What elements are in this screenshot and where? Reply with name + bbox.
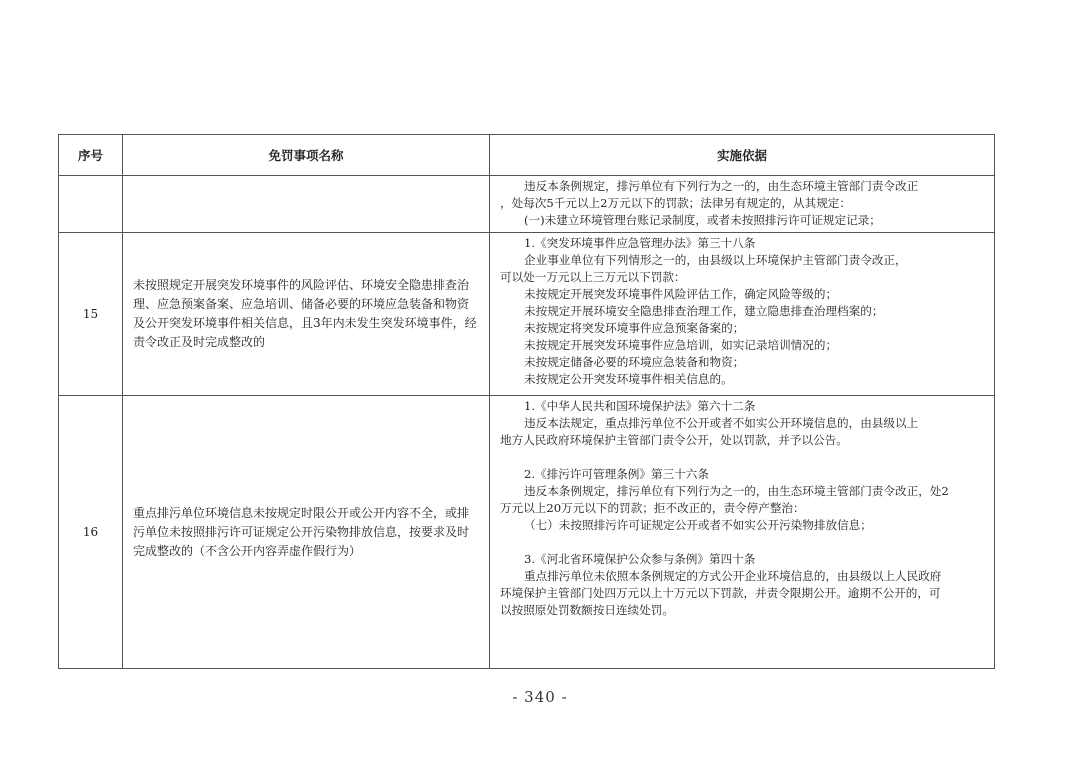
continuation-number-cell [59,176,123,233]
basis-line: 未按规定储备必要的环境应急装备和物资； [524,355,745,369]
basis-line: 1.《中华人民共和国环境保护法》第六十二条 [524,399,756,413]
basis-line: 重点排污单位未依照本条例规定的方式公开企业环境信息的，由县级以上人民政府 [524,569,942,583]
basis-line: 2.《排污许可管理条例》第三十六条 [524,467,709,481]
basis-line: 违反本条例规定，排污单位有下列行为之一的，由生态环境主管部门责令改正，处2 [524,484,949,498]
basis-line: 可以处一万元以上三万元以下罚款： [500,270,686,284]
basis-line: 地方人民政府环境保护主管部门责令公开，处以罚款，并予以公告。 [500,433,848,447]
basis-spacer [500,534,986,551]
table-row [59,396,995,669]
basis-spacer [500,449,986,466]
row-basis [490,233,995,396]
basis-line: 未按规定开展环境安全隐患排查治理工作，建立隐患排查治理档案的； [524,304,884,318]
row-item-name: 重点排污单位环境信息未按规定时限公开或公开内容不全，或排污单位未按照排污许可证规定公开污染物排放信息，按要求及时完成整改的（不含公开内容弄虚作假行为） [123,396,490,669]
table-header-row [59,135,995,176]
basis-line: 万元以上20万元以下的罚款；拒不改正的，责令停产整治： [500,501,805,515]
basis-line: 企业事业单位有下列情形之一的，由县级以上环境保护主管部门责令改正， [524,253,907,267]
basis-line: ，处每次5千元以上2万元以下的罚款；法律另有规定的，从其规定： [500,196,851,210]
header-number: 序号 [59,135,123,176]
row-item-name: 未按照规定开展突发环境事件的风险评估、环境安全隐患排查治理、应急预案备案、应急培训、储备必要的环境应急装备和物资及公开突发环境事件相关信息，且3年内未发生突发环境事件，经责令改正及时完成整改的 [123,233,490,396]
basis-line: 1.《突发环境事件应急管理办法》第三十八条 [524,236,756,250]
row-basis [490,396,995,669]
basis-line: （七）未按照排污许可证规定公开或者不如实公开污染物排放信息； [524,518,872,532]
row-number: 15 [59,233,123,396]
basis-line: 以按照原处罚数额按日连续处罚。 [500,603,674,617]
table-row [59,233,995,396]
basis-line: 环境保护主管部门处四万元以上十万元以下罚款，并责令限期公开。逾期不公开的，可 [500,586,941,600]
basis-line: 3.《河北省环境保护公众参与条例》第四十条 [524,552,756,566]
basis-line: (一)未建立环境管理台账记录制度，或者未按照排污许可证规定记录； [524,213,881,227]
basis-line: 未按规定开展突发环境事件应急培训，如实记录培训情况的； [524,338,838,352]
table-row-continuation [59,176,995,233]
basis-line: 未按规定将突发环境事件应急预案备案的； [524,321,745,335]
basis-line: 违反本条例规定，排污单位有下列行为之一的，由生态环境主管部门责令改正 [524,179,919,193]
basis-line: 未按规定开展突发环境事件风险评估工作，确定风险等级的； [524,287,838,301]
basis-line: 违反本法规定，重点排污单位不公开或者不如实公开环境信息的，由县级以上 [524,416,919,430]
continuation-basis-cell [490,176,995,233]
continuation-name-cell [123,176,490,233]
header-basis: 实施依据 [490,135,995,176]
exemption-table [58,134,995,669]
page-number: - 340 - [512,688,568,706]
header-item-name: 免罚事项名称 [123,135,490,176]
row-number: 16 [59,396,123,669]
basis-line: 未按规定公开突发环境事件相关信息的。 [524,372,733,386]
